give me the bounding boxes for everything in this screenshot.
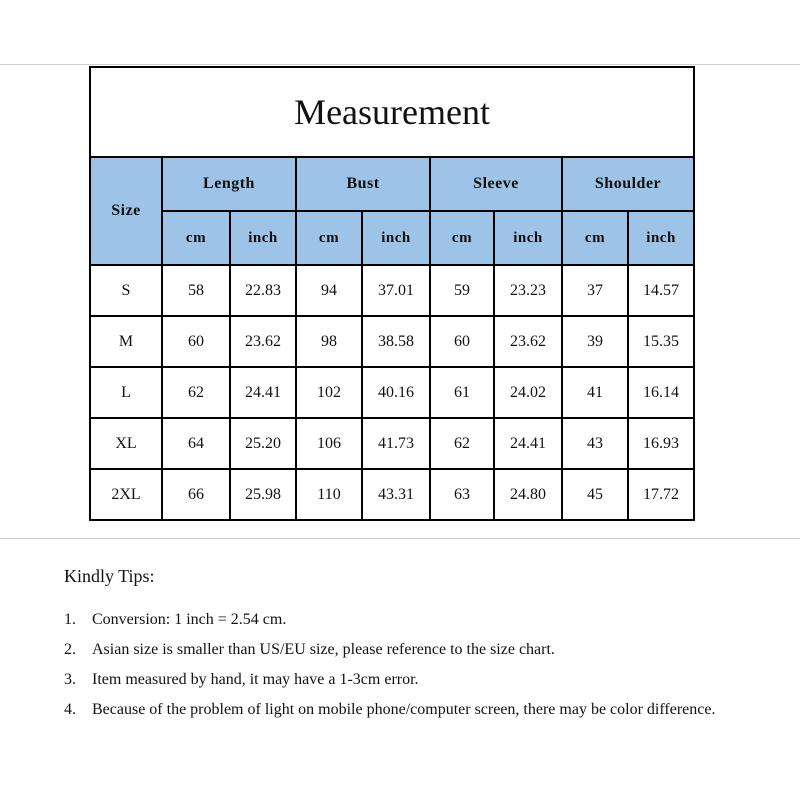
table-cell: 61 xyxy=(430,367,494,418)
table-cell: 23.23 xyxy=(494,265,562,316)
group-header-length: Length xyxy=(162,157,296,211)
tip-item xyxy=(64,695,764,725)
table-cell: 43.31 xyxy=(362,469,430,520)
tip-item xyxy=(64,605,764,635)
table-cell: 16.93 xyxy=(628,418,694,469)
tip-text: Conversion: 1 inch = 2.54 cm. xyxy=(92,611,287,628)
table-cell: 40.16 xyxy=(362,367,430,418)
table-title: Measurement xyxy=(90,67,694,157)
table-cell: 24.41 xyxy=(494,418,562,469)
table-cell: 60 xyxy=(430,316,494,367)
table-cell: 24.80 xyxy=(494,469,562,520)
tips-section xyxy=(64,566,764,725)
measurement-table xyxy=(89,66,695,521)
table-cell: 102 xyxy=(296,367,362,418)
tips-title: Kindly Tips: xyxy=(64,566,155,586)
group-header-shoulder: Shoulder xyxy=(562,157,694,211)
table-cell: 43 xyxy=(562,418,628,469)
group-header-bust: Bust xyxy=(296,157,430,211)
table-cell: 106 xyxy=(296,418,362,469)
tip-text: Item measured by hand, it may have a 1-3cm error. xyxy=(92,671,419,688)
table-cell: 62 xyxy=(430,418,494,469)
table-cell: 110 xyxy=(296,469,362,520)
table-row xyxy=(90,316,694,367)
size-cell: M xyxy=(90,316,162,367)
table-cell: 25.98 xyxy=(230,469,296,520)
tip-number: 2. xyxy=(64,641,76,658)
table-cell: 16.14 xyxy=(628,367,694,418)
bottom-divider xyxy=(0,538,800,539)
tip-text: Asian size is smaller than US/EU size, please reference to the size chart. xyxy=(92,641,555,658)
table-cell: 59 xyxy=(430,265,494,316)
unit-header: inch xyxy=(628,211,694,265)
tip-number: 1. xyxy=(64,611,76,628)
top-divider xyxy=(0,64,800,65)
unit-header: inch xyxy=(230,211,296,265)
table-cell: 22.83 xyxy=(230,265,296,316)
table-cell: 24.02 xyxy=(494,367,562,418)
table-cell: 63 xyxy=(430,469,494,520)
tip-item xyxy=(64,635,764,665)
tip-text: Because of the problem of light on mobile phone/computer screen, there may be color difference. xyxy=(92,701,716,718)
table-cell: 25.20 xyxy=(230,418,296,469)
table-cell: 37.01 xyxy=(362,265,430,316)
table-cell: 41 xyxy=(562,367,628,418)
unit-header: inch xyxy=(494,211,562,265)
table-cell: 17.72 xyxy=(628,469,694,520)
table-cell: 66 xyxy=(162,469,230,520)
table-cell: 64 xyxy=(162,418,230,469)
table-cell: 39 xyxy=(562,316,628,367)
unit-header: inch xyxy=(362,211,430,265)
size-cell: S xyxy=(90,265,162,316)
group-header-sleeve: Sleeve xyxy=(430,157,562,211)
size-header: Size xyxy=(90,157,162,265)
table-cell: 98 xyxy=(296,316,362,367)
table-cell: 14.57 xyxy=(628,265,694,316)
table-cell: 38.58 xyxy=(362,316,430,367)
table-row xyxy=(90,367,694,418)
unit-header: cm xyxy=(430,211,494,265)
table-cell: 58 xyxy=(162,265,230,316)
size-cell: XL xyxy=(90,418,162,469)
table-cell: 23.62 xyxy=(230,316,296,367)
table-cell: 23.62 xyxy=(494,316,562,367)
size-cell: 2XL xyxy=(90,469,162,520)
tip-number: 4. xyxy=(64,701,76,718)
table-row xyxy=(90,418,694,469)
table-cell: 60 xyxy=(162,316,230,367)
unit-header: cm xyxy=(162,211,230,265)
table-cell: 24.41 xyxy=(230,367,296,418)
table-cell: 62 xyxy=(162,367,230,418)
unit-header: cm xyxy=(296,211,362,265)
size-cell: L xyxy=(90,367,162,418)
table-cell: 37 xyxy=(562,265,628,316)
tip-item xyxy=(64,665,764,695)
table-cell: 15.35 xyxy=(628,316,694,367)
table-cell: 41.73 xyxy=(362,418,430,469)
table-cell: 45 xyxy=(562,469,628,520)
table-row xyxy=(90,265,694,316)
tips-list xyxy=(64,605,764,725)
table-cell: 94 xyxy=(296,265,362,316)
table-row xyxy=(90,469,694,520)
tip-number: 3. xyxy=(64,671,76,688)
unit-header: cm xyxy=(562,211,628,265)
